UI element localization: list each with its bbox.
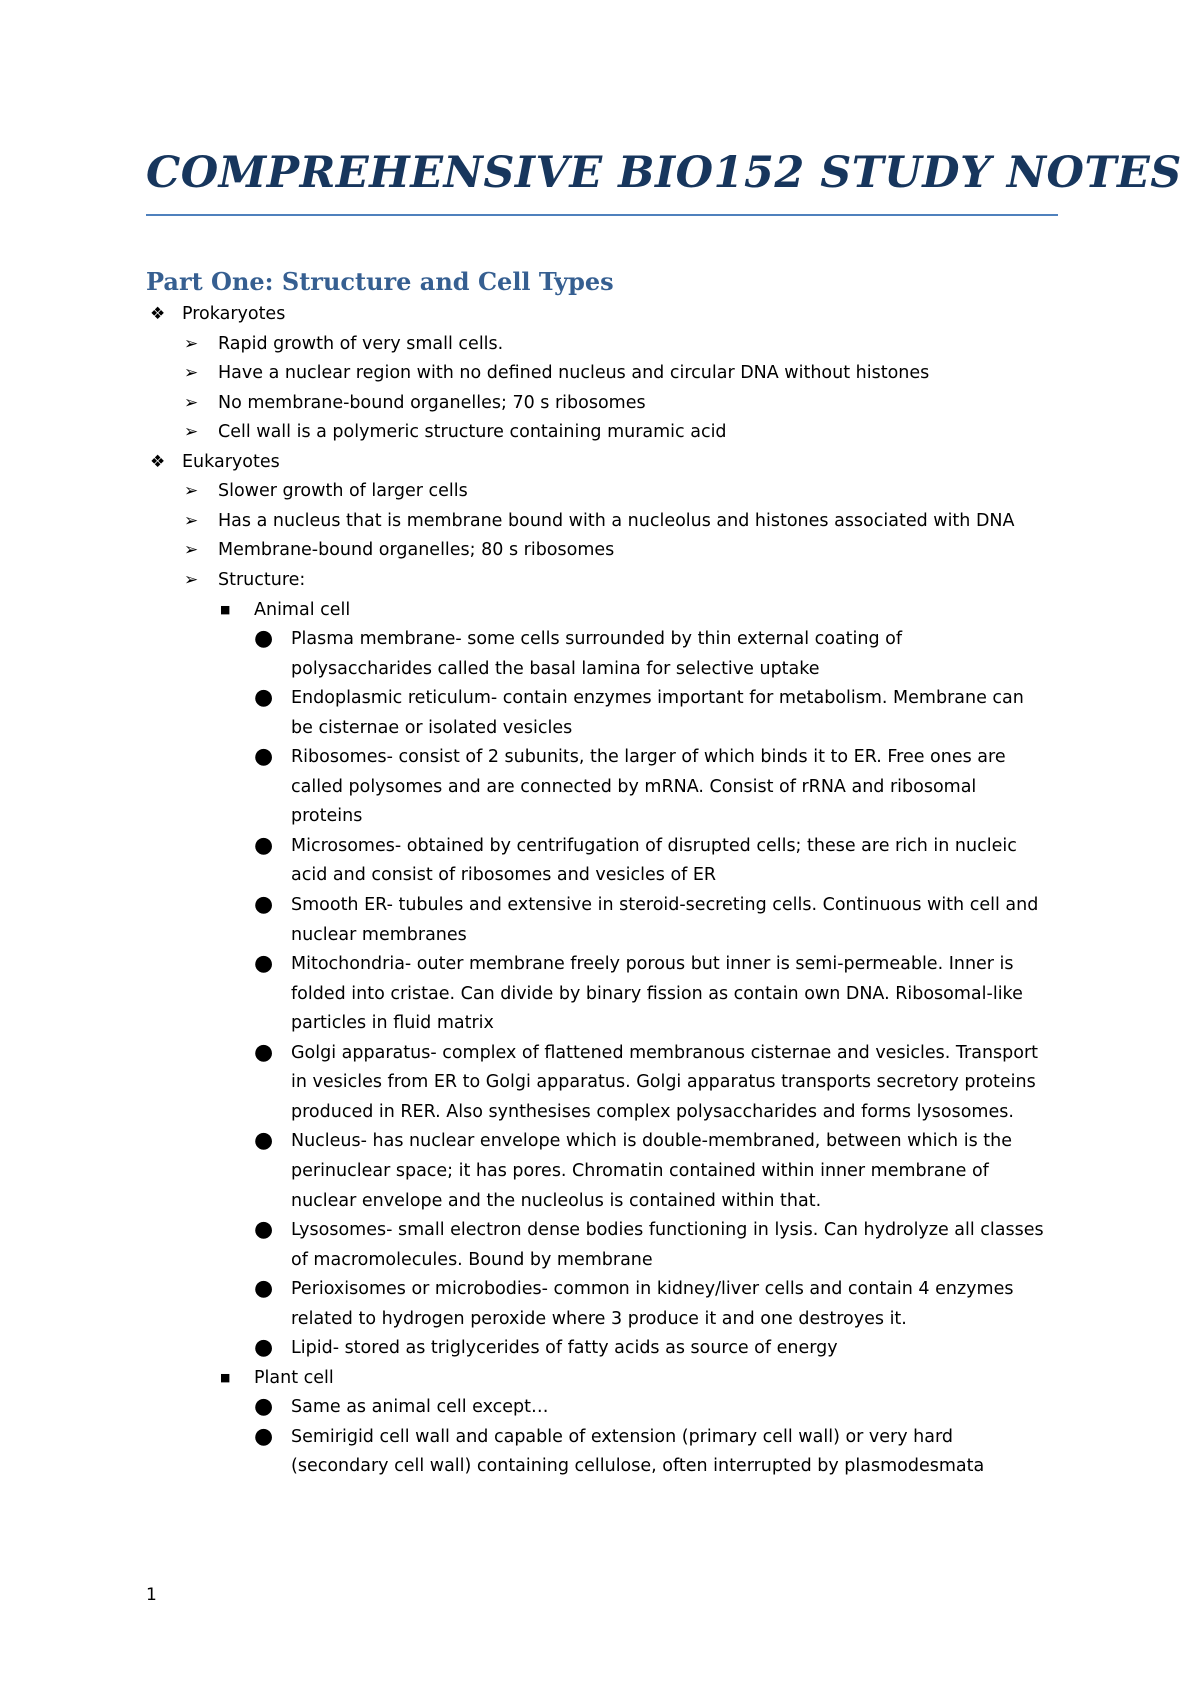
list-item-text: Plant cell [254, 1368, 334, 1388]
arrow-bullet-icon: ➢ [184, 511, 199, 531]
list-item-text: Microsomes- obtained by centrifugation of disrupted cells; these are rich in nucleic [291, 836, 1017, 856]
list-item-text: Structure: [218, 570, 306, 590]
list-item-text: Lysosomes- small electron dense bodies functioning in lysis. Can hydrolyze all classes [291, 1220, 1044, 1240]
list-item-text: produced in RER. Also synthesises complex polysaccharides and forms lysosomes. [291, 1102, 1014, 1122]
list-item-text: Eukaryotes [182, 452, 280, 472]
round-bullet-icon: ● [254, 892, 274, 917]
square-bullet-icon: ■ [220, 1371, 231, 1384]
list-item-text: Animal cell [254, 600, 351, 620]
list-item-text: Lipid- stored as triglycerides of fatty acids as source of energy [291, 1338, 838, 1358]
list-item-text: called polysomes and are connected by mRNA. Consist of rRNA and ribosomal [291, 777, 977, 797]
list-item-text: proteins [291, 806, 363, 826]
section-heading: Part One: Structure and Cell Types [146, 267, 614, 296]
round-bullet-icon: ● [254, 951, 274, 976]
arrow-bullet-icon: ➢ [184, 540, 199, 560]
list-item-text: Perioxisomes or microbodies- common in kidney/liver cells and contain 4 enzymes [291, 1279, 1014, 1299]
arrow-bullet-icon: ➢ [184, 422, 199, 442]
list-item-text: Have a nuclear region with no defined nucleus and circular DNA without histones [218, 363, 930, 383]
list-item-text: Ribosomes- consist of 2 subunits, the larger of which binds it to ER. Free ones are [291, 747, 1006, 767]
arrow-bullet-icon: ➢ [184, 481, 199, 501]
round-bullet-icon: ● [254, 1128, 274, 1153]
list-item-text: (secondary cell wall) containing cellulose, often interrupted by plasmodesmata [291, 1456, 985, 1476]
list-item-text: Smooth ER- tubules and extensive in steroid-secreting cells. Continuous with cell and [291, 895, 1039, 915]
list-item-text: Membrane-bound organelles; 80 s ribosomes [218, 540, 615, 560]
list-item-text: Rapid growth of very small cells. [218, 334, 504, 354]
document-title: COMPREHENSIVE BIO152 STUDY NOTES [146, 148, 1182, 198]
round-bullet-icon: ● [254, 626, 274, 651]
list-item-text: Semirigid cell wall and capable of extension (primary cell wall) or very hard [291, 1427, 953, 1447]
list-item-text: Has a nucleus that is membrane bound with a nucleolus and histones associated with DNA [218, 511, 1015, 531]
diamond-bullet-icon: ❖ [150, 452, 166, 472]
list-item-text: Mitochondria- outer membrane freely porous but inner is semi-permeable. Inner is [291, 954, 1014, 974]
round-bullet-icon: ● [254, 1394, 274, 1419]
list-item-text: Same as animal cell except… [291, 1397, 549, 1417]
list-item-text: particles in fluid matrix [291, 1013, 494, 1033]
list-item-text: polysaccharides called the basal lamina for selective uptake [291, 659, 820, 679]
list-item-text: Endoplasmic reticulum- contain enzymes important for metabolism. Membrane can [291, 688, 1024, 708]
list-item-text: acid and consist of ribosomes and vesicles of ER [291, 865, 717, 885]
list-item-text: Slower growth of larger cells [218, 481, 468, 501]
list-item-text: No membrane-bound organelles; 70 s ribosomes [218, 393, 646, 413]
arrow-bullet-icon: ➢ [184, 334, 199, 354]
arrow-bullet-icon: ➢ [184, 363, 199, 383]
list-item-text: nuclear envelope and the nucleolus is contained within that. [291, 1191, 822, 1211]
list-item-text: of macromolecules. Bound by membrane [291, 1250, 653, 1270]
round-bullet-icon: ● [254, 1424, 274, 1449]
list-item-text: nuclear membranes [291, 925, 467, 945]
list-item-text: Nucleus- has nuclear envelope which is double-membraned, between which is the [291, 1131, 1012, 1151]
page-number: 1 [146, 1585, 157, 1605]
list-item-text: Prokaryotes [182, 304, 286, 324]
list-item-text: be cisternae or isolated vesicles [291, 718, 573, 738]
list-item-text: Plasma membrane- some cells surrounded by thin external coating of [291, 629, 903, 649]
square-bullet-icon: ■ [220, 603, 231, 616]
round-bullet-icon: ● [254, 1276, 274, 1301]
title-divider [146, 214, 1058, 216]
round-bullet-icon: ● [254, 833, 274, 858]
list-item-text: Golgi apparatus- complex of flattened membranous cisternae and vesicles. Transport [291, 1043, 1039, 1063]
list-item-text: related to hydrogen peroxide where 3 produce it and one destroyes it. [291, 1309, 907, 1329]
list-item-text: in vesicles from ER to Golgi apparatus. Golgi apparatus transports secretory proteins [291, 1072, 1036, 1092]
round-bullet-icon: ● [254, 1040, 274, 1065]
round-bullet-icon: ● [254, 1217, 274, 1242]
list-item-text: perinuclear space; it has pores. Chromatin contained within inner membrane of [291, 1161, 989, 1181]
diamond-bullet-icon: ❖ [150, 304, 166, 324]
round-bullet-icon: ● [254, 1335, 274, 1360]
list-item-text: Cell wall is a polymeric structure containing muramic acid [218, 422, 727, 442]
round-bullet-icon: ● [254, 685, 274, 710]
arrow-bullet-icon: ➢ [184, 570, 199, 590]
round-bullet-icon: ● [254, 744, 274, 769]
arrow-bullet-icon: ➢ [184, 393, 199, 413]
list-item-text: folded into cristae. Can divide by binary fission as contain own DNA. Ribosomal-like [291, 984, 1023, 1004]
